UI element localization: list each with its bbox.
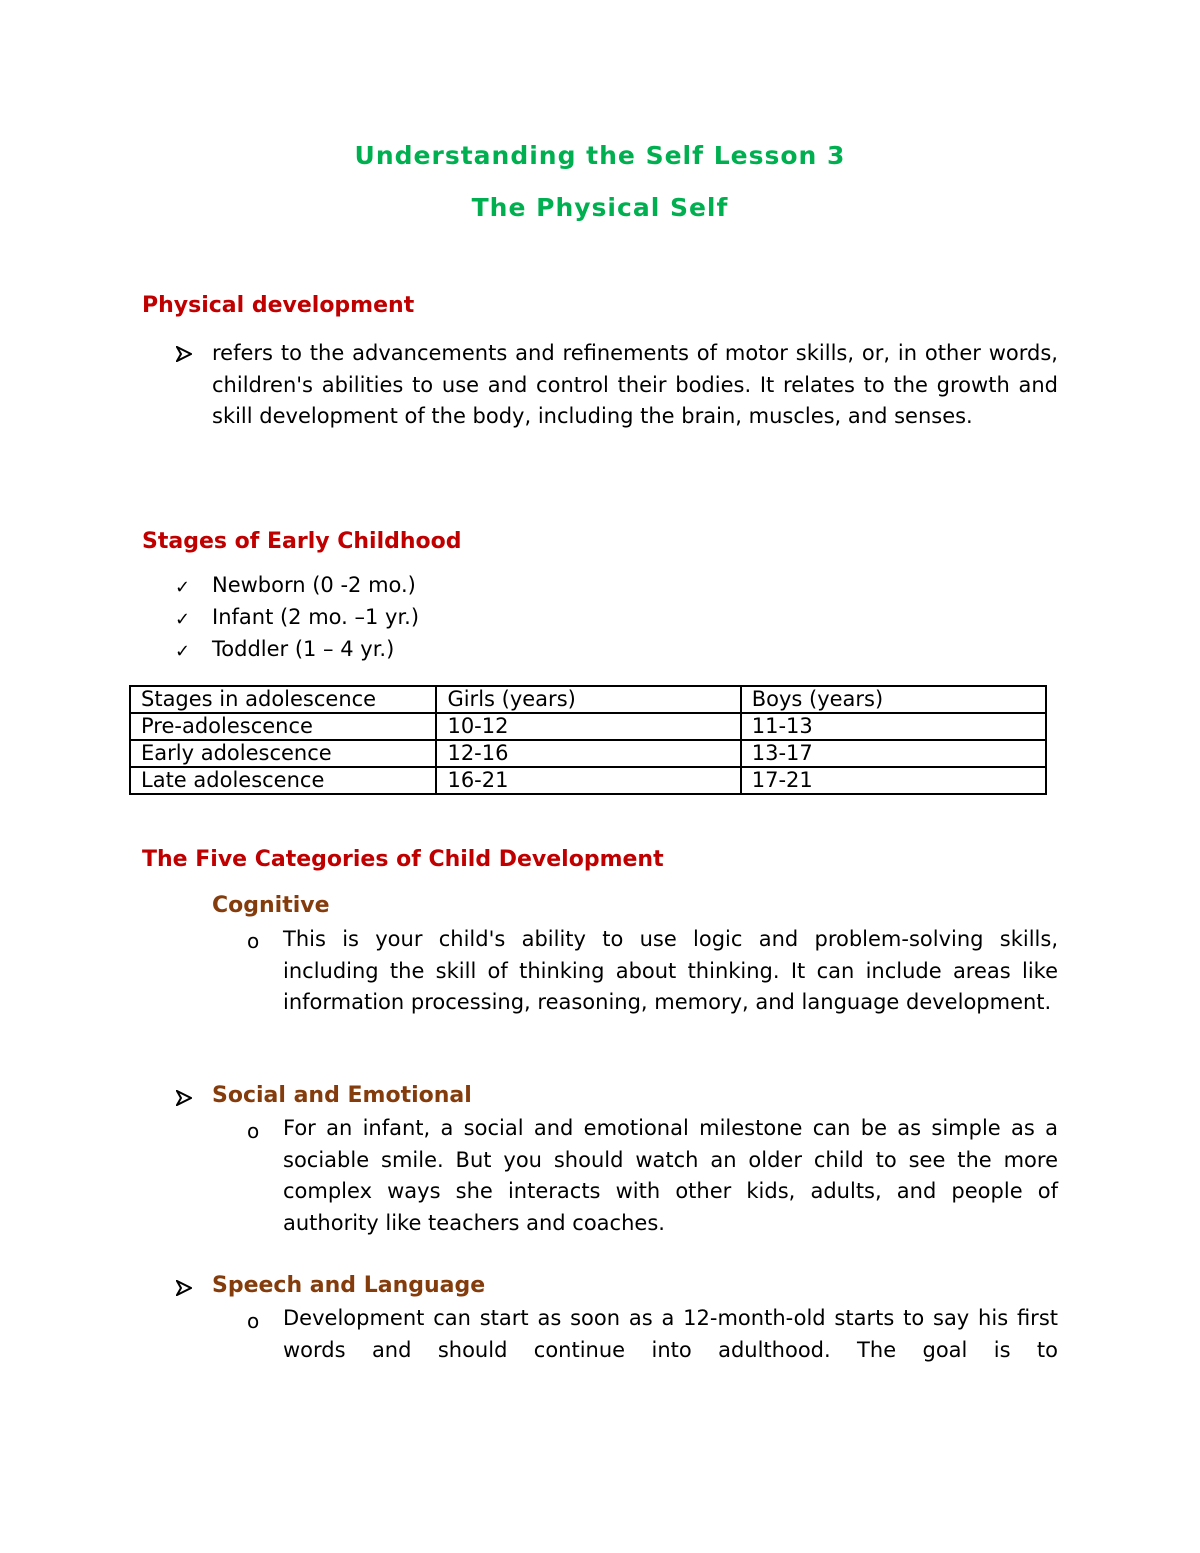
- physical-development-heading: Physical development: [142, 293, 415, 318]
- table-cell: 17-21: [741, 767, 1046, 794]
- table-cell: 12-16: [436, 740, 740, 767]
- table-header-cell: Boys (years): [741, 686, 1046, 713]
- table-header-cell: Stages in adolescence: [130, 686, 436, 713]
- table-cell: 10-12: [436, 713, 740, 740]
- social-emotional-heading: Social and Emotional: [212, 1083, 472, 1108]
- table-cell: 11-13: [741, 713, 1046, 740]
- table-header-row: [130, 686, 1046, 713]
- five-categories-heading: The Five Categories of Child Development: [142, 847, 664, 872]
- table-cell: Pre-adolescence: [130, 713, 436, 740]
- hollow-circle-bullet-icon: o: [247, 1119, 260, 1143]
- cognitive-description: This is your child's ability to use logic and problem-solving skills, including the skill of thinking about thinking. It can include areas like information processing, reasoning, memory, and language development.: [283, 927, 1058, 1014]
- document-title: Understanding the Self Lesson 3: [354, 141, 846, 170]
- adolescence-table: [129, 685, 1047, 795]
- table-row: [130, 767, 1046, 794]
- checkmark-icon: ✓: [175, 577, 191, 598]
- table-cell: Early adolescence: [130, 740, 436, 767]
- list-item-label: Infant (2 mo. –1 yr.): [212, 605, 420, 629]
- physical-development-definition: refers to the advancements and refinements of motor skills, or, in other words, children's abilities to use and control their bodies. It relates to the growth and skill development of the body, including the brain, muscles, and senses.: [212, 341, 1058, 428]
- hollow-circle-bullet-icon: o: [247, 929, 260, 953]
- arrowhead-bullet-icon: [176, 1090, 192, 1106]
- table-row: [130, 713, 1046, 740]
- document-subtitle: The Physical Self: [471, 193, 729, 222]
- cognitive-heading: Cognitive: [212, 893, 330, 918]
- table-cell: 16-21: [436, 767, 740, 794]
- hollow-circle-bullet-icon: o: [247, 1309, 260, 1333]
- table-cell: 13-17: [741, 740, 1046, 767]
- social-emotional-description: For an infant, a social and emotional milestone can be as simple as a sociable smile. But you should watch an older child to see the more complex ways she interacts with other kids, adults, and people of authority like teachers and coaches.: [283, 1116, 1058, 1235]
- early-childhood-heading: Stages of Early Childhood: [142, 529, 462, 554]
- table-cell: Late adolescence: [130, 767, 436, 794]
- speech-language-heading: Speech and Language: [212, 1273, 486, 1298]
- arrowhead-bullet-icon: [176, 346, 192, 362]
- speech-language-description: Development can start as soon as a 12-month-old starts to say his first words and should continue into adulthood. The goal is to: [283, 1306, 1058, 1362]
- checkmark-icon: ✓: [175, 609, 191, 630]
- arrowhead-bullet-icon: [176, 1280, 192, 1296]
- list-item-label: Toddler (1 – 4 yr.): [212, 637, 395, 661]
- table-row: [130, 740, 1046, 767]
- checkmark-icon: ✓: [175, 641, 191, 662]
- list-item-label: Newborn (0 -2 mo.): [212, 573, 416, 597]
- table-header-cell: Girls (years): [436, 686, 740, 713]
